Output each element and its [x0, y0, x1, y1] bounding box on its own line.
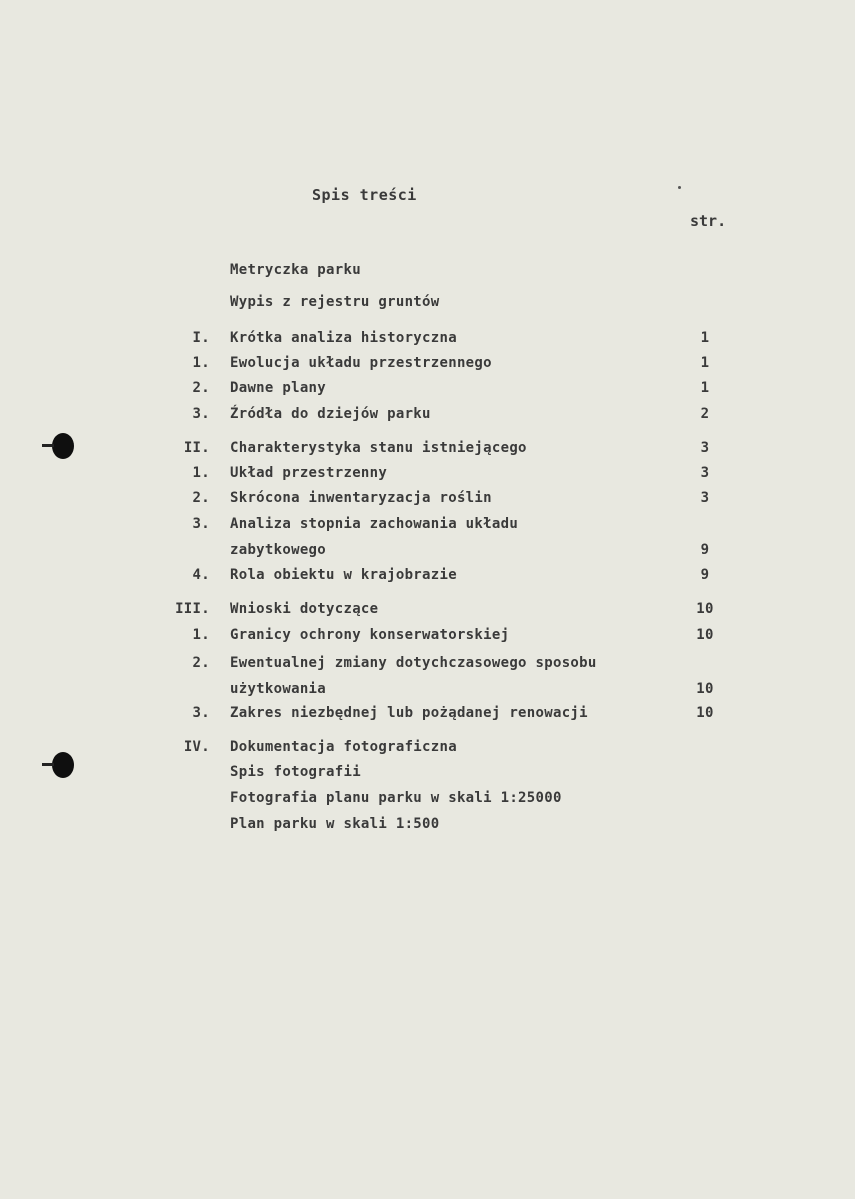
toc-entry-page: 10 — [696, 681, 714, 697]
toc-entry-title: Spis fotografii — [230, 764, 361, 780]
toc-entry-title: Analiza stopnia zachowania układu — [230, 516, 519, 532]
toc-entry-number: 4. — [192, 567, 210, 583]
toc-entry-page: 9 — [700, 567, 710, 583]
toc-entry-page: 2 — [700, 406, 710, 422]
toc-entry — [0, 294, 855, 316]
ink-dot — [678, 186, 681, 189]
toc-entry — [0, 330, 855, 352]
toc-entry — [0, 380, 855, 402]
toc-entry — [0, 440, 855, 462]
toc-entry-title: Ewolucja układu przestrzennego — [230, 355, 492, 371]
page-title: Spis treści — [312, 186, 417, 204]
toc-entry-title: użytkowania — [230, 681, 327, 697]
toc-entry-number: 1. — [192, 627, 210, 643]
toc-entry-page: 3 — [700, 440, 710, 456]
toc-entry — [0, 816, 855, 838]
toc-entry-page: 1 — [700, 355, 710, 371]
toc-entry-number: 3. — [192, 516, 210, 532]
toc-entry — [0, 465, 855, 487]
toc-entry-title: Granicy ochrony konserwatorskiej — [230, 627, 510, 643]
toc-entry — [0, 655, 855, 677]
toc-entry — [0, 262, 855, 284]
toc-entry-title: Plan parku w skali 1:500 — [230, 816, 440, 832]
toc-entry-number: III. — [175, 601, 210, 617]
toc-entry-title: Fotografia planu parku w skali 1:25000 — [230, 790, 562, 806]
toc-entry — [0, 739, 855, 761]
toc-entry-title: Ewentualnej zmiany dotychczasowego sposobu — [230, 655, 597, 671]
toc-entry — [0, 406, 855, 428]
toc-entry-title: Skrócona inwentaryzacja roślin — [230, 490, 492, 506]
toc-entry-number: I. — [192, 330, 210, 346]
toc-entry-number: 2. — [192, 655, 210, 671]
toc-entry-number: IV. — [183, 739, 210, 755]
toc-entry-page: 10 — [696, 705, 714, 721]
toc-entry-page: 3 — [700, 465, 710, 481]
toc-entry-number: 3. — [192, 705, 210, 721]
toc-entry-title: Wnioski dotyczące — [230, 601, 379, 617]
toc-entry-title: Zakres niezbędnej lub pożądanej renowacji — [230, 705, 588, 721]
toc-entry-title: Dawne plany — [230, 380, 327, 396]
toc-entry — [0, 764, 855, 786]
toc-entry — [0, 790, 855, 812]
toc-entry — [0, 627, 855, 649]
toc-entry — [0, 681, 855, 703]
toc-entry-number: 2. — [192, 380, 210, 396]
toc-entry — [0, 567, 855, 589]
toc-entry-number: 1. — [192, 465, 210, 481]
toc-entry-title: Wypis z rejestru gruntów — [230, 294, 440, 310]
toc-entry-number: 2. — [192, 490, 210, 506]
toc-entry-page: 10 — [696, 627, 714, 643]
toc-entry-number: II. — [183, 440, 210, 456]
toc-entry-number: 1. — [192, 355, 210, 371]
toc-entry-title: Charakterystyka stanu istniejącego — [230, 440, 527, 456]
toc-entry-page: 3 — [700, 490, 710, 506]
toc-entry-page: 10 — [696, 601, 714, 617]
page-column-label: str. — [690, 212, 727, 230]
toc-entry-page: 9 — [700, 542, 710, 558]
toc-entry — [0, 490, 855, 512]
toc-entry-number: 3. — [192, 406, 210, 422]
toc-entry — [0, 516, 855, 538]
toc-entry-title: Układ przestrzenny — [230, 465, 388, 481]
toc-entry-title: Dokumentacja fotograficzna — [230, 739, 457, 755]
toc-entry-title: Krótka analiza historyczna — [230, 330, 457, 346]
toc-entry — [0, 705, 855, 727]
toc-entry-page: 1 — [700, 380, 710, 396]
toc-entry — [0, 355, 855, 377]
toc-entry — [0, 542, 855, 564]
toc-entry-title: Metryczka parku — [230, 262, 361, 278]
toc-entry-page: 1 — [700, 330, 710, 346]
toc-entry-title: Rola obiektu w krajobrazie — [230, 567, 457, 583]
toc-entry-title: zabytkowego — [230, 542, 327, 558]
toc-entry-title: Źródła do dziejów parku — [230, 406, 431, 422]
toc-entry — [0, 601, 855, 623]
